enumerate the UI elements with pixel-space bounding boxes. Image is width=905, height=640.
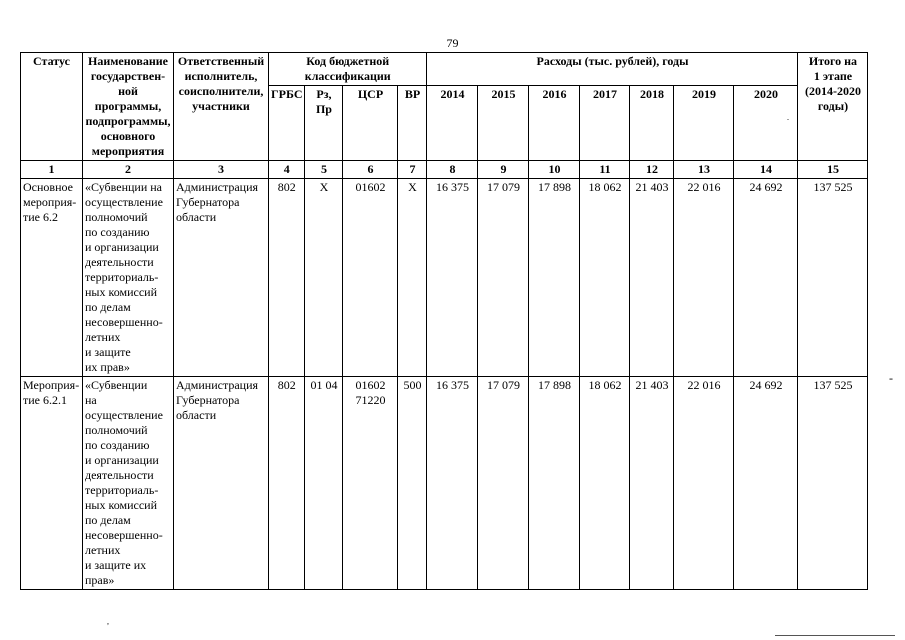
header-year-2020: 2020 [734, 86, 798, 161]
scan-edge-line [775, 635, 895, 636]
header-year-2016: 2016 [529, 86, 580, 161]
cell-status: Мероприя- тие 6.2.1 [21, 377, 83, 590]
cell-name: «Субвенции на осуществление полномочий по созданию и организации деятельности территориаль- ных комиссий по делам несовершенно- летних и защите их прав» [83, 377, 174, 590]
budget-table [20, 52, 868, 590]
column-number: 12 [630, 161, 674, 179]
cell-grbs: 802 [269, 377, 305, 590]
cell-2015: 17 079 [478, 179, 529, 377]
cell-vr: Х [398, 179, 427, 377]
cell-status: Основное мероприя- тие 6.2 [21, 179, 83, 377]
column-number: 14 [734, 161, 798, 179]
table-row [21, 377, 868, 590]
column-number: 15 [798, 161, 868, 179]
header-year-2017: 2017 [580, 86, 630, 161]
column-number-row [21, 161, 868, 179]
header-total: Итого на 1 этапе (2014-2020 годы) [798, 53, 868, 161]
header-expenses: Расходы (тыс. рублей), годы [427, 53, 798, 86]
cell-2020: 24 692 [734, 377, 798, 590]
cell-2017: 18 062 [580, 377, 630, 590]
cell-2018: 21 403 [630, 377, 674, 590]
column-number: 1 [21, 161, 83, 179]
scan-dot: . [787, 113, 789, 122]
cell-rzpr: Х [305, 179, 343, 377]
cell-2019: 22 016 [674, 179, 734, 377]
cell-executor: Администрация Губернатора области [174, 377, 269, 590]
cell-2017: 18 062 [580, 179, 630, 377]
column-number: 11 [580, 161, 630, 179]
cell-2016: 17 898 [529, 179, 580, 377]
header-row-top [21, 53, 868, 86]
cell-2018: 21 403 [630, 179, 674, 377]
header-executor: Ответственный исполнитель, соисполнители, участники [174, 53, 269, 161]
page-number: 79 [446, 36, 459, 50]
column-number: 8 [427, 161, 478, 179]
cell-2014: 16 375 [427, 377, 478, 590]
cell-2019: 22 016 [674, 377, 734, 590]
table-row [21, 179, 868, 377]
header-vr: ВР [398, 86, 427, 161]
cell-rzpr: 01 04 [305, 377, 343, 590]
column-number: 7 [398, 161, 427, 179]
scan-mark: - [889, 371, 893, 385]
cell-name: «Субвенции на осуществление полномочий по созданию и организации деятельности территориаль- ных комиссий по делам несовершенно- летних и защите их прав» [83, 179, 174, 377]
cell-csr: 01602 [343, 179, 398, 377]
cell-2014: 16 375 [427, 179, 478, 377]
cell-total: 137 525 [798, 377, 868, 590]
cell-grbs: 802 [269, 179, 305, 377]
cell-csr: 01602 71220 [343, 377, 398, 590]
column-number: 6 [343, 161, 398, 179]
cell-2015: 17 079 [478, 377, 529, 590]
column-number: 13 [674, 161, 734, 179]
column-number: 10 [529, 161, 580, 179]
cell-2020: 24 692 [734, 179, 798, 377]
header-year-2015: 2015 [478, 86, 529, 161]
cell-vr: 500 [398, 377, 427, 590]
cell-2016: 17 898 [529, 377, 580, 590]
column-number: 5 [305, 161, 343, 179]
cell-executor: Администрация Губернатора области [174, 179, 269, 377]
scan-dot: , [107, 617, 109, 626]
header-year-2014: 2014 [427, 86, 478, 161]
header-year-2019: 2019 [674, 86, 734, 161]
column-number: 9 [478, 161, 529, 179]
header-name: Наименование государствен- ной программы, подпрограммы, основного мероприятия [83, 53, 174, 161]
column-number: 3 [174, 161, 269, 179]
header-year-2018: 2018 [630, 86, 674, 161]
header-csr: ЦСР [343, 86, 398, 161]
header-grbs: ГРБС [269, 86, 305, 161]
header-budget-code: Код бюджетной классификации [269, 53, 427, 86]
cell-total: 137 525 [798, 179, 868, 377]
column-number: 2 [83, 161, 174, 179]
header-rzpr: Рз, Пр [305, 86, 343, 161]
header-status: Статус [21, 53, 83, 161]
column-number: 4 [269, 161, 305, 179]
